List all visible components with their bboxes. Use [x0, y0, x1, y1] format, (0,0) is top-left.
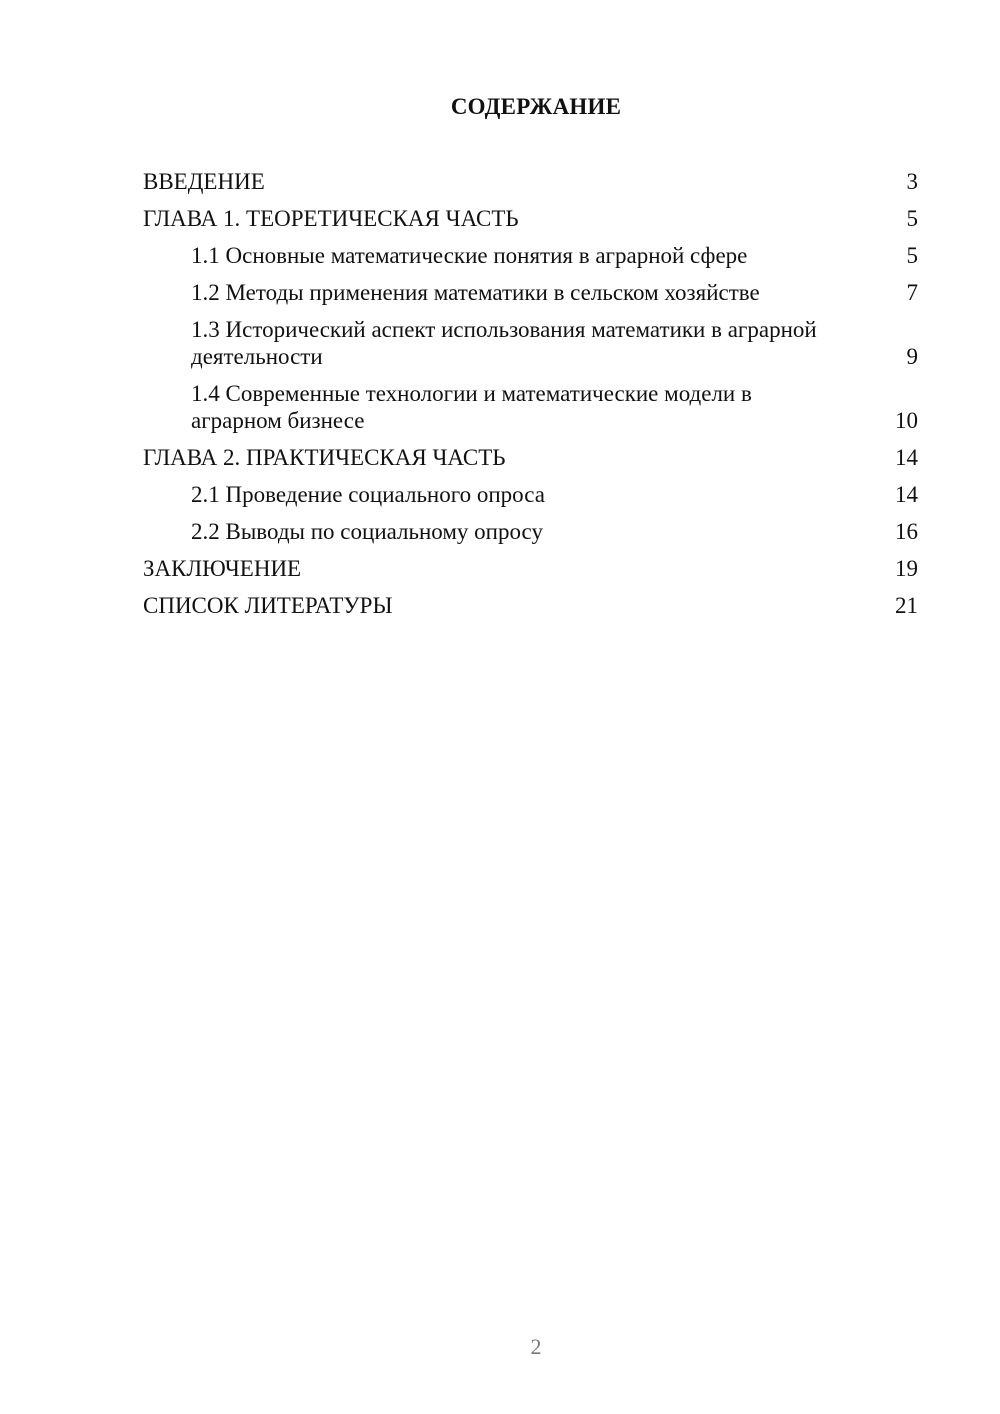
- toc-entry-page: 7: [906, 280, 918, 305]
- toc-entry-page: 5: [906, 206, 918, 231]
- toc-entry-text: ГЛАВА 1. ТЕОРЕТИЧЕСКАЯ ЧАСТЬ: [143, 206, 519, 231]
- toc-entry-text: ЗАКЛЮЧЕНИЕ: [143, 556, 302, 581]
- toc-entry-chapter-2[interactable]: [143, 444, 918, 471]
- toc-entry-text: 1.2 Методы применения математики в сельском хозяйстве: [191, 280, 760, 305]
- toc-entry-page: 5: [906, 243, 918, 268]
- toc-entry-page: 14: [895, 482, 918, 507]
- toc-entry-text: 1.1 Основные математические понятия в аграрной сфере: [191, 243, 748, 268]
- toc-entry-section-1-1[interactable]: [143, 242, 918, 269]
- toc-entry-conclusion[interactable]: [143, 555, 918, 582]
- toc-entry-page: 3: [906, 169, 918, 194]
- table-of-contents: [143, 168, 918, 629]
- toc-entry-text: 1.3 Исторический аспект использования математики в аграрной деятельности: [191, 317, 817, 369]
- toc-entry-introduction[interactable]: [143, 168, 918, 195]
- toc-entry-text: ГЛАВА 2. ПРАКТИЧЕСКАЯ ЧАСТЬ: [143, 445, 506, 470]
- toc-entry-page: 10: [895, 408, 918, 433]
- toc-entry-page: 21: [895, 593, 918, 618]
- toc-entry-section-2-1[interactable]: [143, 481, 918, 508]
- toc-entry-text: 2.2 Выводы по социальному опросу: [191, 519, 543, 544]
- toc-entry-section-1-2[interactable]: [143, 279, 918, 306]
- toc-entry-page: 19: [895, 556, 918, 581]
- toc-entry-text: 1.4 Современные технологии и математические модели в аграрном бизнесе: [191, 381, 752, 433]
- toc-entry-section-1-4[interactable]: [143, 380, 918, 434]
- page-number: 2: [530, 1334, 542, 1359]
- toc-entry-section-1-3[interactable]: [143, 316, 918, 370]
- toc-entry-text: 2.1 Проведение социального опроса: [191, 482, 545, 507]
- toc-entry-text: СПИСОК ЛИТЕРАТУРЫ: [143, 593, 393, 618]
- toc-entry-chapter-1[interactable]: [143, 205, 918, 232]
- toc-entry-text: ВВЕДЕНИЕ: [143, 169, 265, 194]
- page-title: СОДЕРЖАНИЕ: [450, 94, 622, 119]
- toc-entry-section-2-2[interactable]: [143, 518, 918, 545]
- toc-entry-references[interactable]: [143, 592, 918, 619]
- toc-entry-page: 14: [895, 445, 918, 470]
- toc-entry-page: 9: [906, 344, 918, 369]
- toc-entry-page: 16: [895, 519, 918, 544]
